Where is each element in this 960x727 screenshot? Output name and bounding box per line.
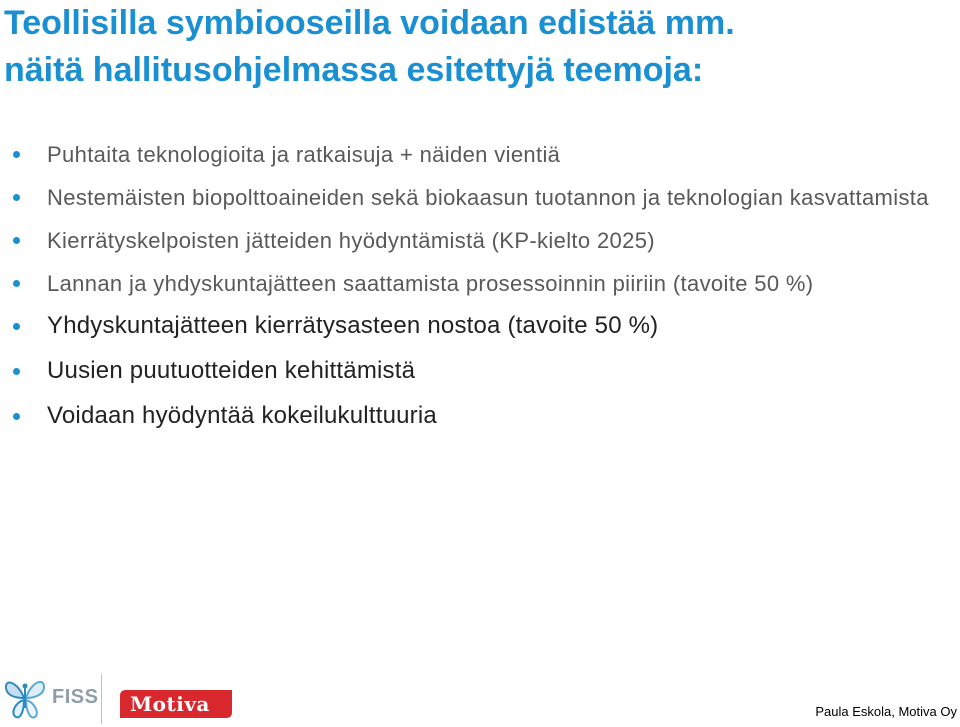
title-line-2: näitä hallitusohjelmassa esitettyjä teemoja: (4, 51, 704, 89)
logo-divider (101, 674, 102, 724)
motiva-logo (120, 690, 232, 718)
bullet-text: Kierrätyskelpoisten jätteiden hyödyntämistä (KP-kielto 2025) (47, 228, 655, 253)
title-line-1: Teollisilla symbiooseilla voidaan edistää mm. (4, 4, 735, 42)
bullet-item-6 (0, 354, 940, 388)
bullet-text: Lannan ja yhdyskuntajätteen saattamista prosessoinnin piiriin (tavoite 50 %) (47, 271, 814, 296)
bullet-dot-icon (13, 237, 20, 244)
bullet-text: Yhdyskuntajätteen kierrätysasteen nostoa (tavoite 50 %) (47, 312, 659, 339)
bullet-text: Voidaan hyödyntää kokeilukulttuuria (47, 402, 437, 429)
bullet-dot-icon (13, 368, 20, 375)
bullet-text: Nestemäisten biopolttoaineiden sekä biokaasun tuotannon ja teknologian kasvattamista (47, 185, 929, 210)
bullet-item-4 (0, 266, 940, 301)
bullet-text: Uusien puutuotteiden kehittämistä (47, 357, 416, 384)
bullet-dot-icon (13, 151, 20, 158)
bullet-item-3 (0, 223, 940, 258)
bullet-list (0, 137, 940, 444)
bullet-text: Puhtaita teknologioita ja ratkaisuja + näiden vientiä (47, 142, 561, 167)
bullet-item-5 (0, 309, 940, 343)
butterfly-icon (2, 672, 48, 722)
footer (0, 668, 960, 727)
slide-title (4, 0, 954, 94)
author-credit: Paula Eskola, Motiva Oy (815, 704, 957, 719)
fiss-logo-text: FISS (52, 686, 99, 708)
bullet-item-7 (0, 399, 940, 433)
bullet-item-2 (0, 180, 940, 215)
bullet-dot-icon (13, 194, 20, 201)
fiss-logo (2, 672, 99, 722)
bullet-dot-icon (13, 280, 20, 287)
bullet-dot-icon (13, 323, 20, 330)
bullet-item-1 (0, 137, 940, 172)
motiva-logo-text: Motiva (130, 692, 210, 716)
bullet-dot-icon (13, 413, 20, 420)
